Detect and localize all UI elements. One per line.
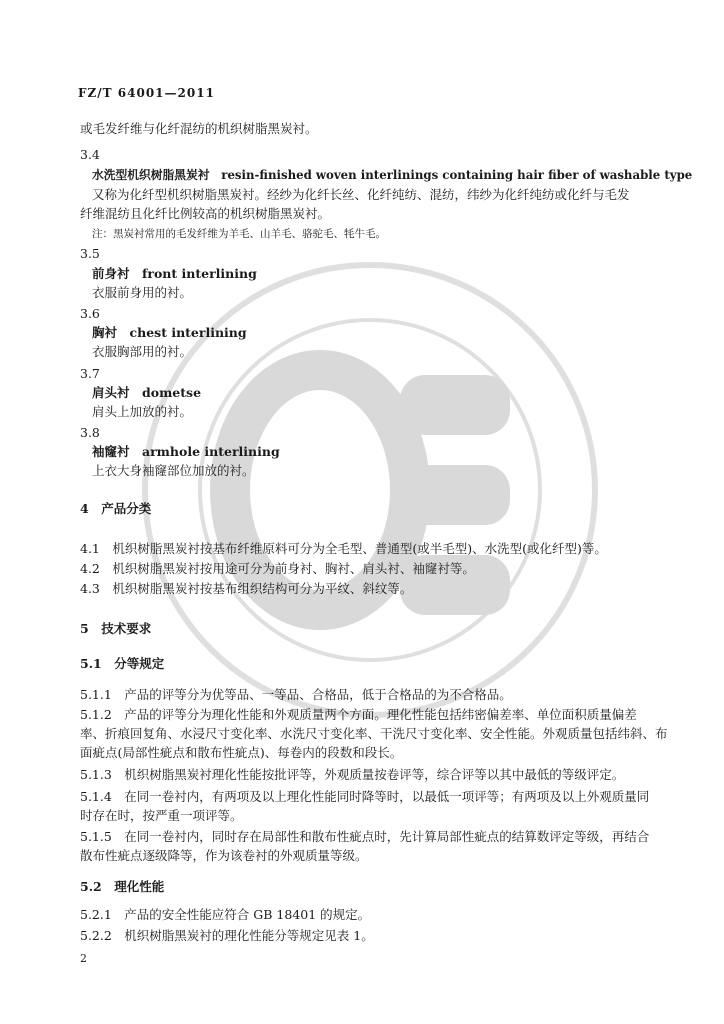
clause-number: 3.4 — [80, 147, 100, 162]
clause-number: 3.8 — [80, 425, 100, 440]
clause-line: 4.1 机织树脂黑炭衬按基布纤维原料可分为全毛型、普通型(或半毛型)、水洗型(或化纤型)等。 — [80, 541, 607, 556]
term-heading: 水洗型机织树脂黑炭衬 resin-finished woven interlinings containing hair fiber of washable type — [92, 168, 693, 182]
text-line: 面疵点(局部性疵点和散布性疵点)、每卷内的段数和段长。 — [80, 745, 403, 760]
term-heading: 袖窿衬 armhole interlining — [92, 444, 280, 459]
clause-line: 5.2.1 产品的安全性能应符合 GB 18401 的规定。 — [80, 907, 371, 922]
term-heading: 肩头衬 dometse — [92, 385, 202, 400]
text-line: 或毛发纤维与化纤混纺的机织树脂黑炭衬。 — [80, 121, 318, 136]
subsection-heading: 5.2 理化性能 — [80, 879, 165, 894]
term-heading: 前身衬 front interlining — [92, 266, 257, 281]
text-line: 上衣大身袖窿部位加放的衬。 — [92, 463, 255, 478]
clause-line: 4.3 机织树脂黑炭衬按基布组织结构可分为平纹、斜纹等。 — [80, 581, 413, 596]
term-heading: 胸衬 chest interlining — [92, 325, 247, 340]
text-line: 衣服胸部用的衬。 — [92, 344, 193, 359]
section-heading: 5 技术要求 — [80, 621, 152, 636]
clause-line: 5.1.3 机织树脂黑炭衬理化性能按批评等，外观质量按卷评等，综合评等以其中最低的等级评定。 — [80, 767, 625, 782]
clause-number: 3.5 — [80, 246, 100, 261]
text-line: 又称为化纤型机织树脂黑炭衬。经纱为化纤长丝、化纤纯纺、混纺，纬纱为化纤纯纺或化纤与毛发 — [92, 187, 630, 202]
clause-line: 5.1.4 在同一卷衬内，有两项及以上理化性能同时降等时，以最低一项评等；有两项及以上外观质量同 — [80, 789, 650, 804]
text-line: 率、折痕回复角、水浸尺寸变化率、水洗尺寸变化率、干洗尺寸变化率、安全性能。外观质量包括纬斜、布 — [80, 726, 668, 741]
text-line: 肩头上加放的衬。 — [92, 404, 193, 419]
clause-number: 3.7 — [80, 366, 100, 381]
page-number: 2 — [80, 952, 87, 965]
clause-line: 4.2 机织树脂黑炭衬按用途可分为前身衬、胸衬、肩头衬、袖窿衬等。 — [80, 561, 475, 576]
clause-line: 5.1.1 产品的评等分为优等品、一等品、合格品，低于合格品的为不合格品。 — [80, 687, 512, 702]
clause-line: 5.1.2 产品的评等分为理化性能和外观质量两个方面。理化性能包括纬密偏差率、单位面积质量偏差 — [80, 707, 637, 722]
clause-number: 3.6 — [80, 306, 100, 321]
document-code: FZ/T 64001—2011 — [78, 86, 215, 100]
section-heading: 4 产品分类 — [80, 501, 152, 516]
text-line: 散布性疵点逐级降等，作为该卷衬的外观质量等级。 — [80, 848, 368, 863]
text-line: 纤维混纺且化纤比例较高的机织树脂黑炭衬。 — [80, 206, 331, 221]
note-line: 注：黑炭衬常用的毛发纤维为羊毛、山羊毛、骆驼毛、牦牛毛。 — [92, 228, 386, 240]
subsection-heading: 5.1 分等规定 — [80, 656, 165, 671]
clause-line: 5.2.2 机织树脂黑炭衬的理化性能分等规定见表 1。 — [80, 928, 374, 943]
text-line: 衣服前身用的衬。 — [92, 285, 193, 300]
clause-line: 5.1.5 在同一卷衬内，同时存在局部性和散布性疵点时，先计算局部性疵点的结算数评定等级，再结合 — [80, 829, 650, 844]
text-line: 时存在时，按严重一项评等。 — [80, 808, 243, 823]
